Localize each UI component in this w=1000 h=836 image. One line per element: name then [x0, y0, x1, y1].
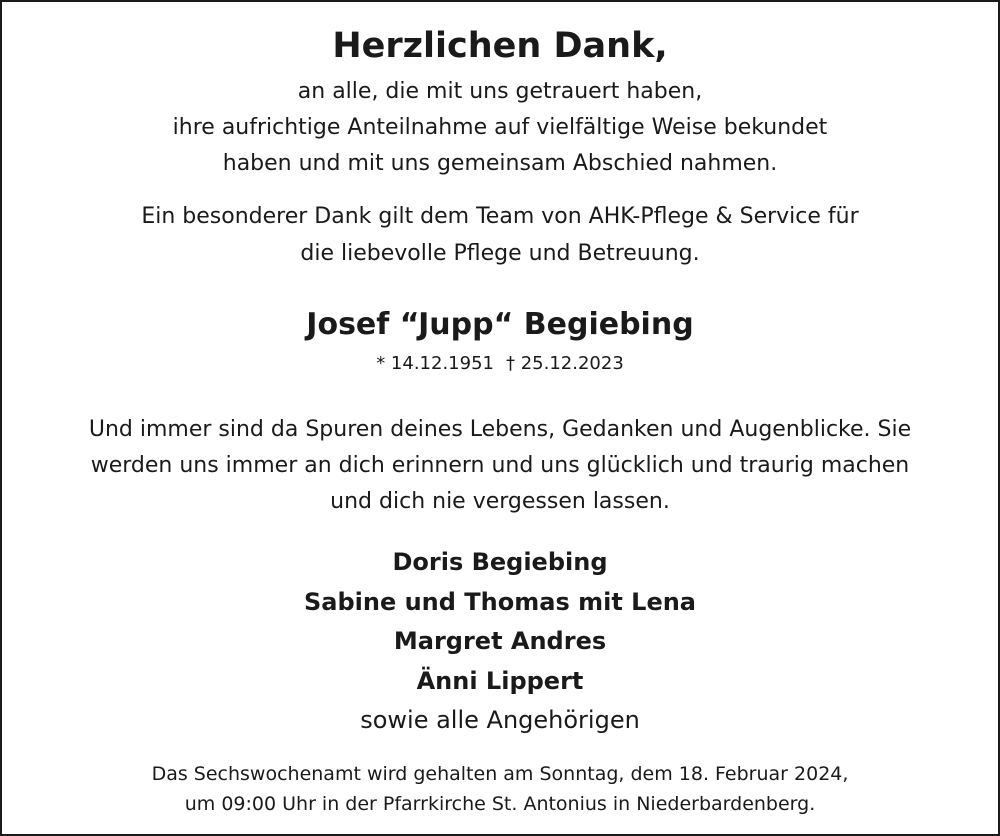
intro-line-3: haben und mit uns gemeinsam Abschied nahmen.	[222, 151, 778, 176]
verse-line-3: und dich nie vergessen lassen.	[330, 489, 670, 514]
mourner-2: Sabine und Thomas mit Lena	[303, 588, 696, 616]
mourner-1: Doris Begiebing	[392, 548, 608, 576]
verse-line-1: Und immer sind da Spuren deines Lebens, Gedanken und Augenblicke. Sie	[88, 417, 912, 442]
life-dates	[2, 351, 998, 377]
heading: Herzlichen Dank,	[332, 26, 668, 66]
mourners-closing: sowie alle Angehörigen	[360, 706, 640, 734]
intro-line-2: ihre aufrichtige Anteilnahme auf vielfältige Weise bekundet	[172, 115, 828, 140]
verse-line-2: werden uns immer an dich erinnern und uns glücklich und traurig machen	[90, 453, 910, 478]
service-note-line-1: Das Sechswochenamt wird gehalten am Sonntag, dem 18. Februar 2024,	[151, 763, 849, 785]
special-thanks-line-2: die liebevolle Pflege und Betreuung.	[300, 241, 700, 266]
birth-date: * 14.12.1951	[376, 353, 494, 374]
intro-line-1: an alle, die mit uns getrauert haben,	[297, 79, 703, 104]
service-note-line-2: um 09:00 Uhr in der Pfarrkirche St. Antonius in Niederbardenberg.	[184, 793, 816, 815]
mourner-3: Margret Andres	[393, 627, 607, 655]
special-thanks-line-1: Ein besonderer Dank gilt dem Team von AHK-Pflege & Service für	[141, 204, 859, 229]
mourner-4: Änni Lippert	[416, 667, 584, 695]
death-date: † 25.12.2023	[506, 353, 624, 374]
deceased-name: Josef “Jupp“ Begiebing	[306, 307, 694, 342]
